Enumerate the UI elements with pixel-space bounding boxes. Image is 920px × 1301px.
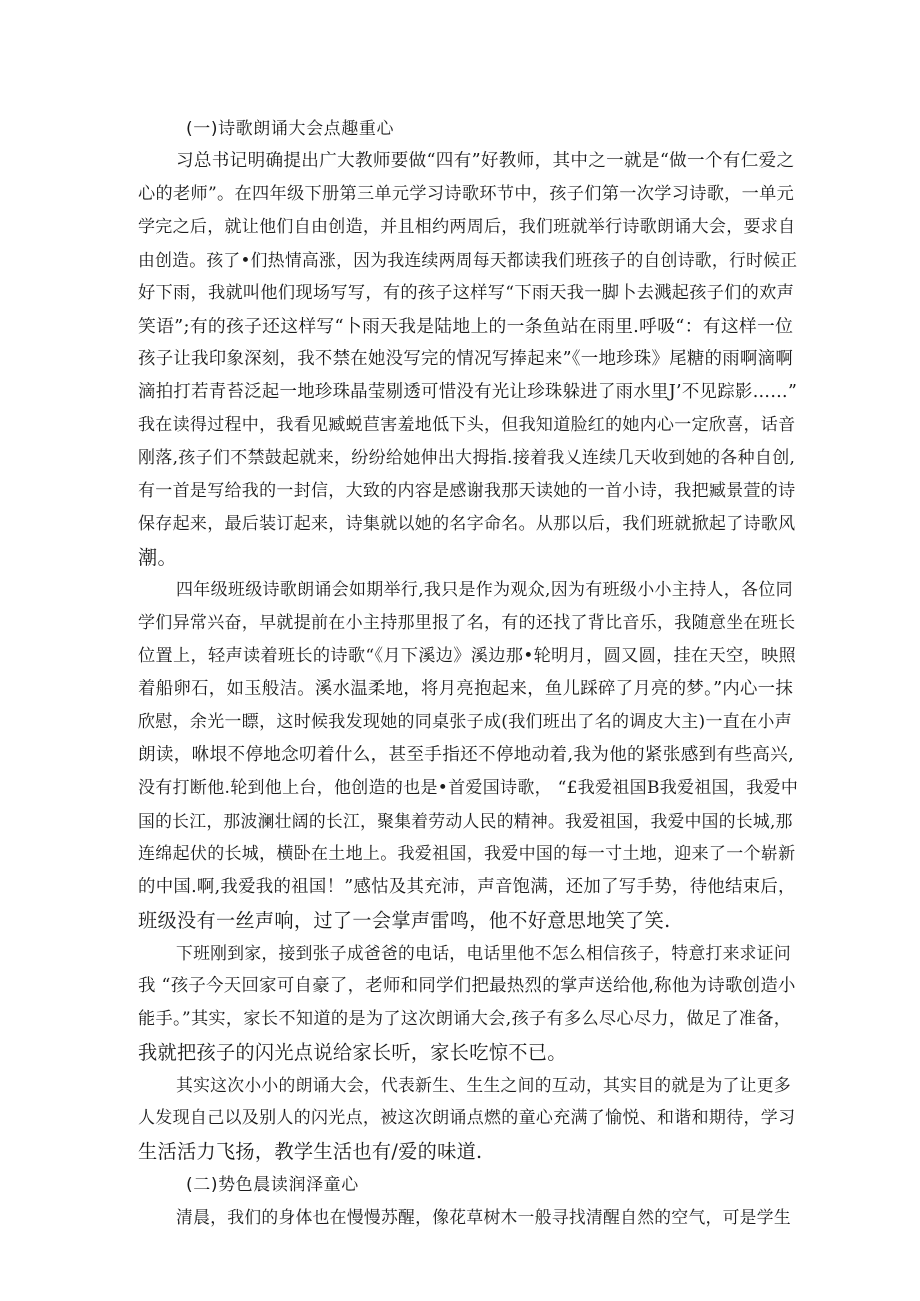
paragraph-line: 国的长江，那波澜壮阔的长江，聚集着劳动人民的精神。我爱祖国，我爱中国的长城,那 (138, 811, 793, 831)
paragraph-line: 保存起来，最后装订起来，诗集就以她的名字命名。从那以后，我们班就掀起了诗歌风 (138, 514, 796, 534)
paragraph-line: 我 “孩子今天回家可自豪了，老师和同学们把最热烈的掌声送给他,称他为诗歌创造小 (138, 976, 796, 996)
paragraph-line: 笑语”;有的孩子还这样写“卜雨天我是陆地上的一条鱼站在雨里.呼吸“：有这样一位 (138, 316, 794, 337)
paragraph-line: 刚落,孩子们不禁鼓起就来，纷纷给她伸出大拇指.接着我乂连续几天收到她的各种自创, (138, 448, 796, 468)
paragraph-line: 人发现自己以及别人的闪光点，被这次朗诵点燃的童心充满了愉悦、和谐和期待，学习 (138, 1108, 796, 1128)
paragraph-line: 潮。 (138, 546, 177, 569)
paragraph-line: 学完之后，就让他们自由创造，并且相约两周后，我们班就举行诗歌朗诵大会，要求自 (138, 217, 796, 237)
paragraph-line: 位置上，轻声读着班长的诗歌“《月下溪边》溪边那•轮明月，圆又圆，挂在天空，映照 (138, 646, 796, 666)
paragraph-line: 着船卵石，如玉般洁。溪水温柔地，将月亮抱起来，鱼儿踩碎了月亮的梦。”内心一抹 (138, 679, 794, 699)
paragraph-line: 没有打断他.轮到他上台，他创造的也是•首爱国诗歌， “£我爱祖国B我爱祖国，我爱中 (138, 778, 798, 798)
paragraph-line: 好下雨，我就叫他们现场写写，有的孩子这样写“下雨天我一脚卜去溅起孩子们的欢声 (138, 283, 795, 303)
paragraph-line: 清晨，我们的身体也在慢慢苏醒，像花草树木一般寻找清醒自然的空气，可是学生 (176, 1207, 791, 1227)
paragraph-line: 班级没有一丝声响，过了一会掌声雷鸣，他不好意思地笑了笑. (138, 909, 671, 932)
paragraph-line: 由创造。孩了•们热情高涨，因为我连续两周每天都读我们班孩子的自创诗歌，行时候正 (138, 250, 798, 270)
paragraph-line: 学们异常兴奋，早就提前在小主持那里报了名，有的还找了背比音乐，我随意坐在班长 (138, 613, 796, 633)
paragraph-line: 心的老师”。在四年级下册第三单元学习诗歌环节中，孩子们第一次学习诗歌，一单元 (138, 184, 795, 204)
section-heading-2: (二)势色晨读润泽童心 (186, 1175, 359, 1195)
paragraph-line: 的中国.啊,我爱我的祖国！”感怙及其充沛，声音饱满，还加了写手势，待他结束后， (138, 877, 796, 897)
paragraph-line: 孩子让我印象深刻，我不禁在她没写完的情况写捧起来”《一地珍珠》尾糖的雨啊滴啊 (138, 349, 794, 369)
section-heading-1: (一)诗歌朗诵大会点趣重心 (186, 119, 395, 139)
paragraph-line: 能手。”其实，家长不知道的是为了这次朗诵大会,孩子有多么尽心尽力，做足了准备， (138, 1009, 792, 1029)
paragraph-line: 我在读得过程中，我看见臧蜕苣害羞地低下头，但我知道脸红的她内心一定欣喜，话音 (138, 415, 796, 435)
paragraph-line: 朗读，咻垠不停地念叨着什么，甚至手指还不停地动着,我为他的紧张感到有些高兴, (138, 745, 794, 765)
paragraph-line: 欣慰，余光一瞟，这时候我发现她的同桌张子成(我们班出了名的调皮大主)一直在小声 (138, 712, 792, 732)
paragraph-line: 其实这次小小的朗诵大会，代表新生、生生之间的互动，其实目的就是为了让更多 (176, 1075, 791, 1095)
paragraph-line: 四年级班级诗歌朗诵会如期举行,我只是作为观众,因为有班级小小主持人，各位同 (176, 580, 793, 600)
paragraph-line: 滴拍打若青苔泛起一地珍珠晶莹剔透可惜没有光让珍珠躲进了雨水里J’不见踪影……” (138, 382, 798, 402)
paragraph-line: 下班刚到家，接到张子成爸爸的电话，电话里他不怎么相信孩子，特意打来求证问 (176, 943, 791, 963)
paragraph-line: 连绵起伏的长城，横卧在土地上。我爱祖国，我爱中国的每一寸土地，迎来了一个崭新 (138, 844, 796, 864)
paragraph-line: 习总书记明确提出广大教师要做“四有”好教师，其中之一就是“做一个有仁爱之 (176, 151, 795, 171)
paragraph-line: 有一首是写给我的一封信，大致的内容是感谢我那天读她的一首小诗，我把臧景萱的诗 (138, 481, 796, 501)
paragraph-line: 生活活力飞扬，教学生活也有/爱的味道. (138, 1140, 483, 1163)
paragraph-line: 我就把孩子的闪光点说给家长听，家长吃惊不已。 (138, 1041, 567, 1064)
